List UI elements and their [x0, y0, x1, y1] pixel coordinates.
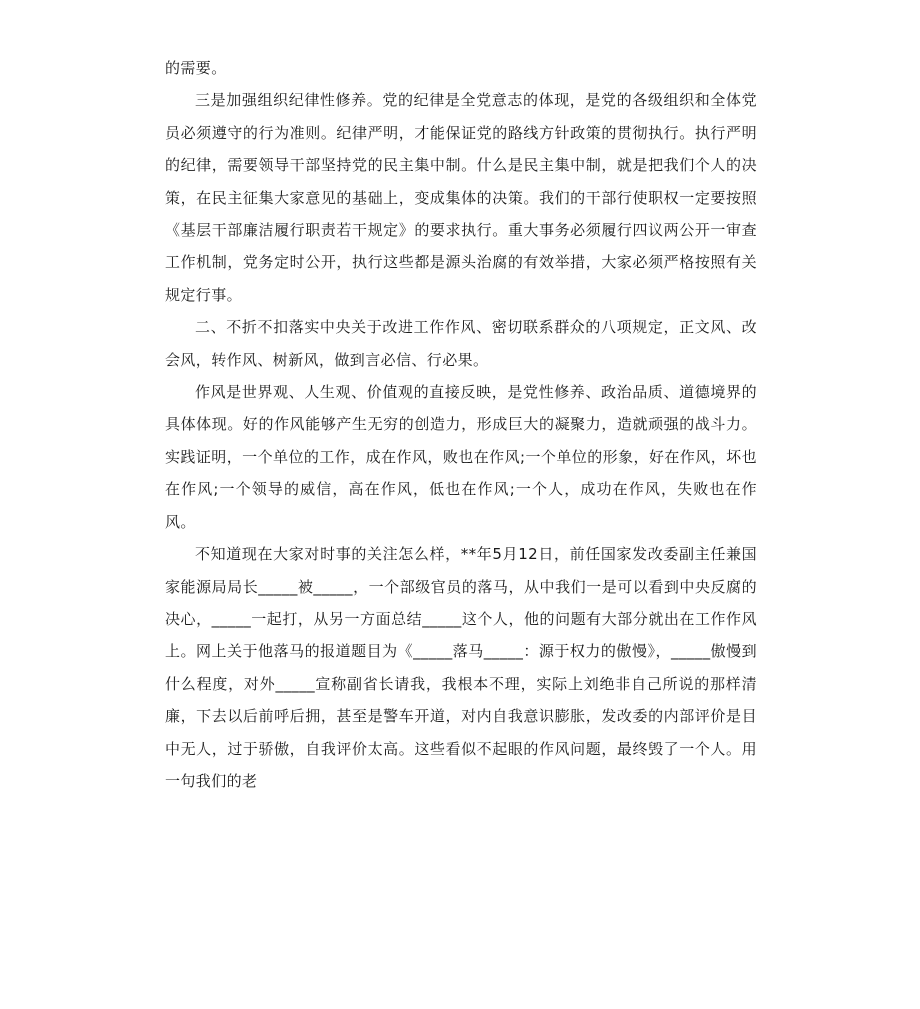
- paragraph-5: 不知道现在大家对时事的关注怎么样，**年5月12日，前任国家发改委副主任兼国家能源局局长_____被_____，一个部级官员的落马，从中我们一是可以看到中央反腐的决心，_____一起打，从另一方面总结_____这个人，他的问题有大部分就出在工作作风上。网上关于他落马的报道题目为《_____落马_____：源于权力的傲慢》，_____傲慢到什么程度，对外_____宣称副省长请我，我根本不理，实际上刘绝非自己所说的那样清廉，下去以后前呼后拥，甚至是警车开道，对内自我意识膨胀，发改委的内部评价是目中无人，过于骄傲，自我评价太高。这些看似不起眼的作风问题，最终毁了一个人。用一句我们的老: [165, 545, 757, 790]
- paragraph-1: 的需要。: [165, 59, 227, 77]
- paragraph-2: 三是加强组织纪律性修养。党的纪律是全党意志的体现，是党的各级组织和全体党员必须遵守的行为准则。纪律严明，才能保证党的路线方针政策的贯彻执行。执行严明的纪律，需要领导干部坚持党的民主集中制。什么是民主集中制，就是把我们个人的决策，在民主征集大家意见的基础上，变成集体的决策。我们的干部行使职权一定要按照《基层干部廉洁履行职责若干规定》的要求执行。重大事务必须履行四议两公开一审查工作机制，党务定时公开，执行这些都是源头治腐的有效举措，大家必须严格按照有关规定行事。: [165, 91, 757, 304]
- document-body: [165, 52, 757, 797]
- paragraph-4: 作风是世界观、人生观、价值观的直接反映，是党性修养、政治品质、道德境界的具体体现。好的作风能够产生无穷的创造力，形成巨大的凝聚力，造就顽强的战斗力。实践证明，一个单位的工作，成在作风，败也在作风;一个单位的形象，好在作风，坏也在作风;一个领导的威信，高在作风，低也在作风;一个人，成功在作风，失败也在作风。: [165, 383, 757, 531]
- paragraph-3: 二、不折不扣落实中央关于改进工作作风、密切联系群众的八项规定，正文风、改会风，转作风、树新风，做到言必信、行必果。: [165, 318, 757, 369]
